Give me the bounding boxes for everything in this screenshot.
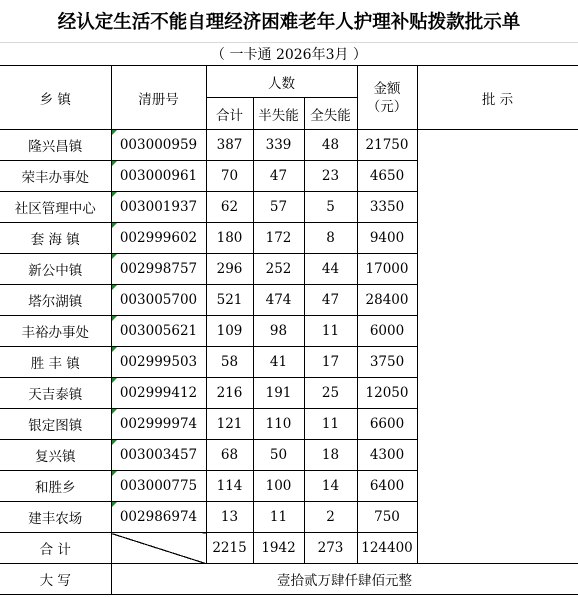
table-body (0, 130, 578, 533)
totals-total: 2215 (206, 533, 253, 564)
header-amount (357, 66, 417, 130)
cell-half: 41 (253, 347, 304, 378)
cell-half: 11 (253, 502, 304, 533)
cell-total: 121 (206, 409, 253, 440)
cell-half: 191 (253, 378, 304, 409)
document-title: 经认定生活不能自理经济困难老年人护理补贴拨款批示单 (0, 0, 578, 43)
cell-total: 58 (206, 347, 253, 378)
cell-town: 社区管理中心 (0, 192, 111, 223)
cell-roster: 002999602 (111, 223, 206, 254)
capital-row (0, 564, 578, 595)
cell-half: 252 (253, 254, 304, 285)
cell-town: 银定图镇 (0, 409, 111, 440)
cell-roster: 002999503 (111, 347, 206, 378)
cell-half: 47 (253, 161, 304, 192)
approve-area (417, 130, 578, 533)
cell-roster: 003005700 (111, 285, 206, 316)
cell-roster: 002999974 (111, 409, 206, 440)
header-amount-unit: （元） (366, 98, 408, 115)
cell-roster: 002999412 (111, 378, 206, 409)
cell-amount: 21750 (357, 130, 417, 161)
diagonal-cell (111, 533, 206, 564)
totals-amount: 124400 (357, 533, 417, 564)
cell-total: 296 (206, 254, 253, 285)
cell-full: 8 (304, 223, 357, 254)
cell-full: 25 (304, 378, 357, 409)
header-half: 半失能 (253, 98, 304, 130)
cell-amount: 12050 (357, 378, 417, 409)
table-row (0, 130, 578, 161)
cell-full: 48 (304, 130, 357, 161)
cell-full: 17 (304, 347, 357, 378)
capital-amount: 壹拾贰万肆仟肆佰元整 (111, 564, 578, 595)
cell-full: 11 (304, 316, 357, 347)
allowance-table (0, 65, 578, 595)
totals-full: 273 (304, 533, 357, 564)
cell-roster: 003000775 (111, 471, 206, 502)
header-total: 合计 (206, 98, 253, 130)
cell-full: 14 (304, 471, 357, 502)
cell-total: 13 (206, 502, 253, 533)
cell-roster: 003000959 (111, 130, 206, 161)
cell-town: 天吉泰镇 (0, 378, 111, 409)
cell-town: 丰裕办事处 (0, 316, 111, 347)
cell-total: 387 (206, 130, 253, 161)
cell-total: 216 (206, 378, 253, 409)
cell-town: 套 海 镇 (0, 223, 111, 254)
cell-amount: 3350 (357, 192, 417, 223)
cell-town: 隆兴昌镇 (0, 130, 111, 161)
totals-label: 合 计 (0, 533, 111, 564)
cell-amount: 28400 (357, 285, 417, 316)
cell-half: 339 (253, 130, 304, 161)
header-roster: 清册号 (111, 66, 206, 130)
cell-town: 建丰农场 (0, 502, 111, 533)
cell-total: 521 (206, 285, 253, 316)
cell-roster: 003000961 (111, 161, 206, 192)
cell-total: 180 (206, 223, 253, 254)
cell-total: 114 (206, 471, 253, 502)
cell-amount: 17000 (357, 254, 417, 285)
capital-label: 大 写 (0, 564, 111, 595)
cell-town: 和胜乡 (0, 471, 111, 502)
cell-amount: 6600 (357, 409, 417, 440)
cell-amount: 6400 (357, 471, 417, 502)
cell-roster: 003005621 (111, 316, 206, 347)
cell-full: 23 (304, 161, 357, 192)
cell-full: 44 (304, 254, 357, 285)
cell-roster: 003001937 (111, 192, 206, 223)
cell-full: 2 (304, 502, 357, 533)
cell-amount: 9400 (357, 223, 417, 254)
cell-town: 复兴镇 (0, 440, 111, 471)
cell-total: 62 (206, 192, 253, 223)
cell-roster: 002998757 (111, 254, 206, 285)
cell-full: 18 (304, 440, 357, 471)
cell-full: 5 (304, 192, 357, 223)
cell-full: 11 (304, 409, 357, 440)
cell-total: 68 (206, 440, 253, 471)
header-people: 人数 (206, 66, 357, 98)
header-approve: 批 示 (417, 66, 578, 130)
cell-amount: 6000 (357, 316, 417, 347)
cell-roster: 003003457 (111, 440, 206, 471)
cell-half: 100 (253, 471, 304, 502)
header-town: 乡 镇 (0, 66, 111, 130)
header-amount-label: 金额 (373, 80, 401, 97)
cell-full: 47 (304, 285, 357, 316)
cell-amount: 4650 (357, 161, 417, 192)
cell-half: 172 (253, 223, 304, 254)
cell-amount: 750 (357, 502, 417, 533)
document-subtitle: （ 一卡通 2026年3月 ） (211, 47, 367, 63)
cell-total: 109 (206, 316, 253, 347)
cell-amount: 4300 (357, 440, 417, 471)
totals-row (0, 533, 578, 564)
cell-roster: 002986974 (111, 502, 206, 533)
cell-total: 70 (206, 161, 253, 192)
cell-half: 98 (253, 316, 304, 347)
cell-town: 塔尔湖镇 (0, 285, 111, 316)
cell-half: 474 (253, 285, 304, 316)
header-full: 全失能 (304, 98, 357, 130)
cell-half: 57 (253, 192, 304, 223)
cell-town: 胜 丰 镇 (0, 347, 111, 378)
cell-town: 新公中镇 (0, 254, 111, 285)
cell-half: 50 (253, 440, 304, 471)
cell-town: 荣丰办事处 (0, 161, 111, 192)
cell-half: 110 (253, 409, 304, 440)
cell-amount: 3750 (357, 347, 417, 378)
totals-half: 1942 (253, 533, 304, 564)
